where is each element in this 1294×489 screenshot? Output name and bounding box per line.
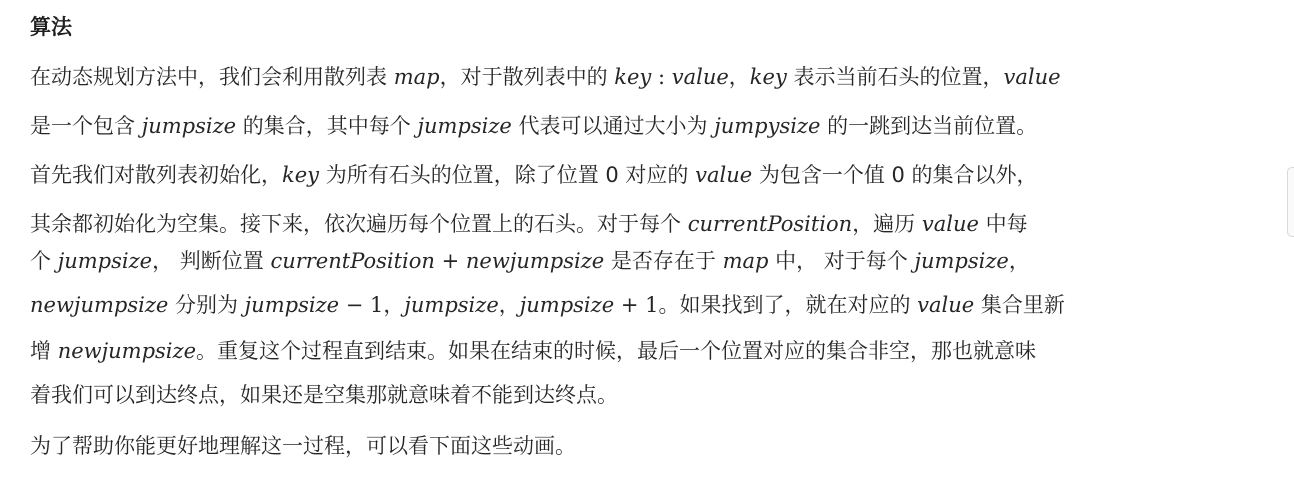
text-segment: 其余都初始化为空集。接下来，依次遍历每个位置上的石头。对于每个: [30, 212, 688, 236]
math-term: jumpsize: [244, 293, 340, 317]
math-term: key: [749, 65, 787, 89]
section-heading: 算法: [30, 15, 72, 39]
paragraph-line-2: [30, 111, 1037, 141]
math-term: currentPosition: [687, 212, 853, 236]
text-segment: 的一跳到达当前位置。: [820, 114, 1038, 138]
math-term: newjumpsize: [30, 293, 169, 317]
math-term: jumpsize: [404, 293, 499, 317]
animation-intro-text: 为了帮助你能更好地理解这一过程，可以看下面这些动画。: [30, 434, 576, 458]
text-segment: 中每: [978, 212, 1028, 236]
text-segment: 个: [30, 249, 58, 273]
math-term: jumpsize: [141, 114, 237, 138]
text-segment: ，遍历: [852, 212, 922, 236]
paragraph-line-3: [30, 160, 1038, 190]
math-term: newjumpsize: [465, 249, 605, 273]
text-segment: ，: [728, 65, 750, 89]
text-segment: 表示当前石头的位置，: [786, 65, 1004, 89]
paragraph-line-5: [30, 246, 1030, 276]
math-term: jumpsize: [519, 293, 615, 317]
paragraph-line-1: [30, 62, 1061, 92]
math-term: map: [393, 65, 440, 89]
paragraph-line-8: [30, 380, 618, 410]
math-operator: +: [434, 249, 466, 273]
text-segment: 的集合，其中每个: [236, 114, 418, 138]
text-segment: 。如果找到了，就在对应的: [658, 293, 918, 317]
math-operator: :: [651, 65, 672, 89]
text-segment: 集合里新: [974, 293, 1065, 317]
text-segment: 中， 对于每个: [768, 249, 915, 273]
math-term: jumpysize: [714, 114, 821, 138]
text-segment: 是一个包含: [30, 114, 142, 138]
text-segment: 增: [30, 339, 58, 363]
text-segment: 为包含一个值 0 的集合以外，: [752, 163, 1038, 187]
math-term: value: [671, 65, 729, 89]
text-segment: ， 判断位置: [152, 249, 271, 273]
math-term: jumpsize: [914, 249, 1009, 273]
text-segment: 在动态规划方法中，我们会利用散列表: [30, 65, 394, 89]
paragraph-line-4: [30, 209, 1028, 239]
paragraph-line-6: [30, 290, 1065, 320]
side-panel-toggle[interactable]: [1287, 167, 1294, 237]
math-term: value: [921, 212, 979, 236]
text-segment: ，: [383, 293, 405, 317]
math-term: value: [695, 163, 753, 187]
text-segment: 分别为: [168, 293, 245, 317]
math-operator: − 1: [339, 293, 384, 317]
text-segment: ，: [498, 293, 520, 317]
text-segment: 为所有石头的位置，除了位置 0 对应的: [319, 163, 696, 187]
math-term: jumpsize: [417, 114, 512, 138]
math-term: key: [614, 65, 652, 89]
math-term: value: [917, 293, 975, 317]
math-term: map: [722, 249, 769, 273]
text-segment: 着我们可以到达终点，如果还是空集那就意味着不能到达终点。: [30, 383, 618, 407]
paragraph-line-7: [30, 336, 1036, 366]
math-term: currentPosition: [270, 249, 435, 273]
text-segment: ，: [1008, 249, 1030, 273]
math-term: key: [282, 163, 320, 187]
text-segment: 是否存在于: [604, 249, 723, 273]
math-term: jumpsize: [57, 249, 153, 273]
text-segment: 。重复这个过程直到结束。如果在结束的时候，最后一个位置对应的集合非空，那也就意味: [196, 339, 1036, 363]
math-term: value: [1003, 65, 1061, 89]
text-segment: 代表可以通过大小为: [511, 114, 715, 138]
text-segment: ，对于散列表中的: [439, 65, 615, 89]
math-operator: + 1: [614, 293, 659, 317]
math-term: newjumpsize: [57, 339, 196, 363]
text-segment: 首先我们对散列表初始化，: [30, 163, 282, 187]
